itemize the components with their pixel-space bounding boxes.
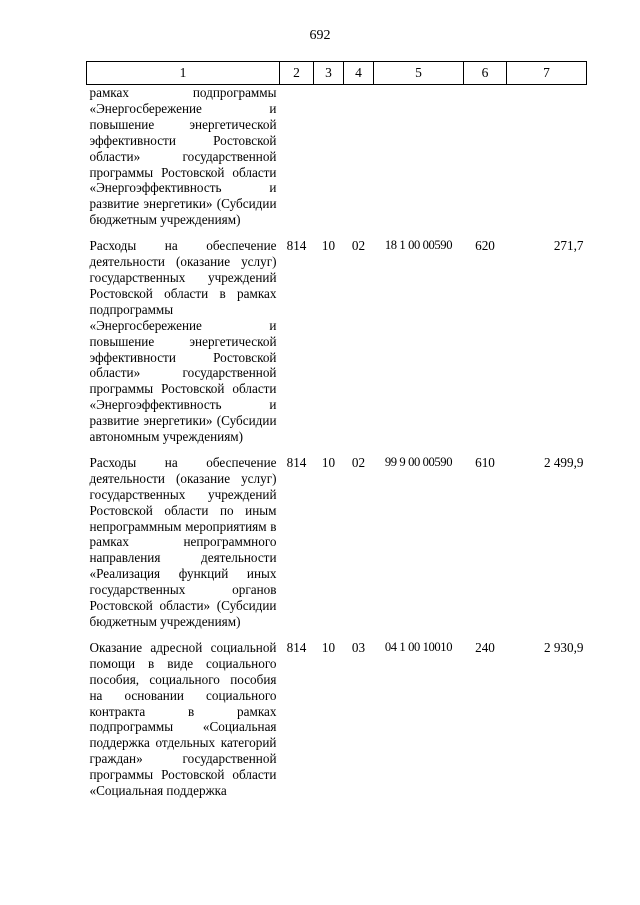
row-description: Расходы на обеспечение деятельности (оказание услуг) государственных учреждений Ростовской области в рамках подпрограммы «Энергосбережение и повышение энергетической эффективности Ростовской области» государственной программы Ростовской области «Энергоэффективность и развитие энергетики» (Субсидии автономным учреждениям) bbox=[89, 238, 277, 445]
row-expense-type: 610 bbox=[475, 454, 495, 470]
budget-table bbox=[86, 61, 587, 809]
row-target-article bbox=[374, 85, 464, 239]
row-expense-type bbox=[464, 85, 507, 239]
page-number: 692 bbox=[309, 28, 331, 43]
row-amount: 2 930,9 bbox=[543, 639, 584, 655]
row-subsection bbox=[344, 85, 374, 239]
row-expense-type: 240 bbox=[475, 639, 495, 655]
row-description: Оказание адресной социальной помощи в виде социального пособия, социального пособия на основании социального контракта в рамках подпрограммы «Социальная поддержка отдельных категорий граждан» государственной программы Ростовской области «Социальная поддержка bbox=[89, 639, 277, 799]
table-row bbox=[87, 238, 587, 455]
row-section: 10 bbox=[321, 454, 336, 470]
column-header: 3 bbox=[314, 62, 344, 85]
row-expense-type: 620 bbox=[475, 238, 495, 254]
row-subsection: 02 bbox=[351, 238, 366, 254]
row-section: 10 bbox=[321, 639, 336, 655]
row-ministry bbox=[280, 85, 314, 239]
row-section: 10 bbox=[321, 238, 336, 254]
column-header: 6 bbox=[464, 62, 507, 85]
table-body bbox=[87, 85, 587, 809]
row-section bbox=[314, 85, 344, 239]
row-target-article: 99 9 00 00590 bbox=[384, 454, 453, 469]
column-header: 7 bbox=[507, 62, 587, 85]
column-header: 4 bbox=[344, 62, 374, 85]
row-target-article: 04 1 00 10010 bbox=[384, 639, 453, 654]
column-header: 2 bbox=[280, 62, 314, 85]
row-subsection: 03 bbox=[351, 639, 366, 655]
row-ministry: 814 bbox=[286, 639, 307, 655]
row-amount: 2 499,9 bbox=[543, 454, 584, 470]
row-description: Расходы на обеспечение деятельности (оказание услуг) государственных учреждений Ростовской области по иным непрограммным мероприятиям в рамках непрограммного направления деятельности «Реализация функций иных государственных органов Ростовской области» (Субсидии бюджетным учреждениям) bbox=[89, 454, 277, 629]
table-row bbox=[87, 640, 587, 809]
row-ministry: 814 bbox=[286, 454, 307, 470]
row-amount bbox=[507, 85, 587, 239]
row-description: рамках подпрограммы «Энергосбережение и повышение энергетической эффективности Ростовской области» государственной программы Ростовской области «Энергоэффективность и развитие энергетики» (Субсидии бюджетным учреждениям) bbox=[89, 85, 277, 228]
table-row bbox=[87, 455, 587, 640]
table-row bbox=[87, 85, 587, 239]
table-header bbox=[87, 62, 587, 85]
header-row bbox=[87, 62, 587, 85]
row-amount: 271,7 bbox=[553, 238, 584, 254]
row-ministry: 814 bbox=[286, 238, 307, 254]
column-header: 1 bbox=[87, 62, 280, 85]
row-target-article: 18 1 00 00590 bbox=[384, 238, 453, 253]
column-header: 5 bbox=[374, 62, 464, 85]
row-subsection: 02 bbox=[351, 454, 366, 470]
